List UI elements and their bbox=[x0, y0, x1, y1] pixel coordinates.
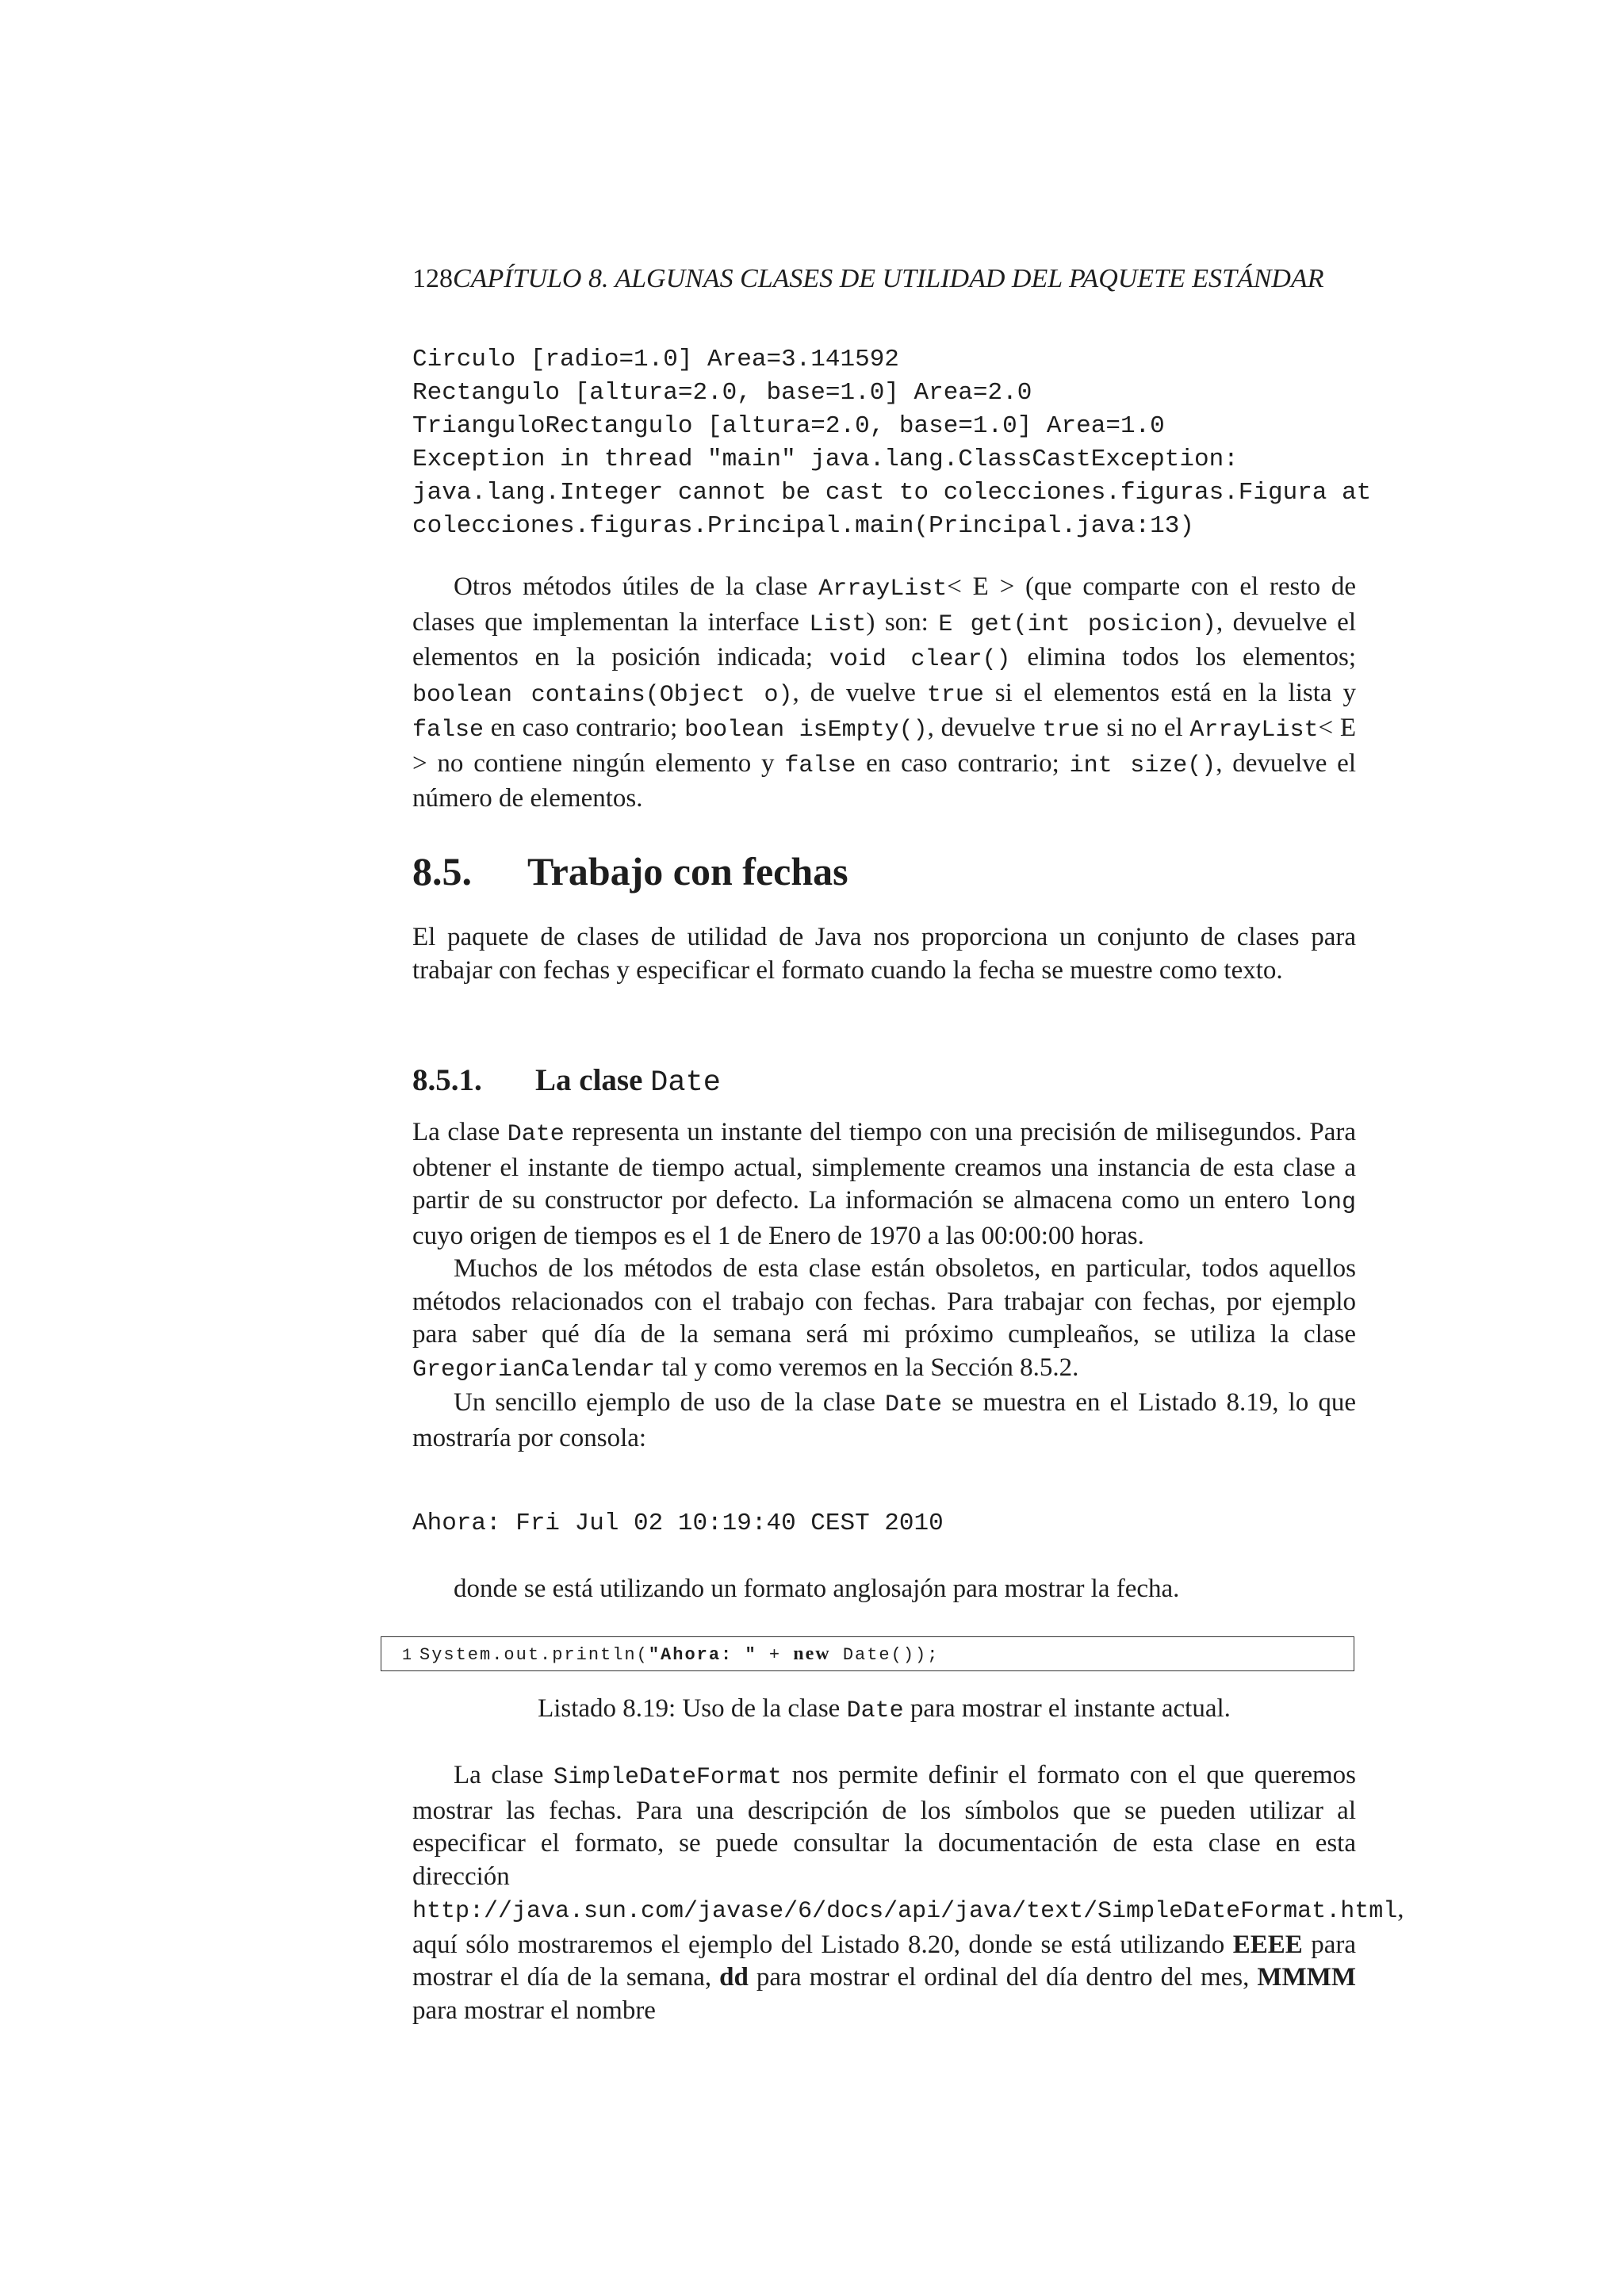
line-number: 1 bbox=[401, 1647, 413, 1665]
output-line: colecciones.figuras.Principal.main(Principal.java:13) bbox=[412, 512, 1194, 540]
output-line: TrianguloRectangulo [altura=2.0, base=1.0] Area=1.0 bbox=[412, 412, 1165, 440]
simpledateformat-paragraph: La clase SimpleDateFormat nos permite definir el formato con el que queremos mostrar las fechas. Para una descripción de los símbolos que se pueden utilizar al especificar el formato, se puede consultar la documentación de esta clase en esta dirección http://java.sun.com/javase/6/docs/api/java/text/SimpleDateFormat.html, aquí sólo mostraremos el ejemplo del Listado 8.20, donde se está utilizando EEEE para mostrar el día de la semana, dd para mostrar el ordinal del día dentro del mes, MMMM para mostrar el nombre bbox=[412, 1761, 1404, 2025]
subsection-heading: 8.5.1. La clase Date bbox=[412, 1063, 721, 1100]
section-heading bbox=[412, 848, 848, 894]
listing-caption: Listado 8.19: Uso de la clase Date para mostrar el instante actual. bbox=[538, 1694, 1231, 1724]
output-line: Circulo [radio=1.0] Area=3.141592 bbox=[412, 346, 899, 373]
chapter-title: CAPÍTULO 8. ALGUNAS CLASES DE UTILIDAD DEL PAQUETE ESTÁNDAR bbox=[453, 264, 1324, 293]
section-title: Trabajo con fechas bbox=[527, 849, 848, 894]
subsection-number: 8.5.1. bbox=[412, 1063, 482, 1097]
section-intro-paragraph: El paquete de clases de utilidad de Java nos proporciona un conjunto de clases para trabajar con fechas y especificar el formato cuando la fecha se muestre como texto. bbox=[412, 923, 1356, 985]
running-header bbox=[412, 264, 1323, 294]
program-output-block bbox=[412, 343, 1371, 543]
output-line: java.lang.Integer cannot be cast to colecciones.figuras.Figura at bbox=[412, 479, 1372, 507]
code-listing: 1 System.out.println("Ahora: " + new Date()); bbox=[381, 1636, 1354, 1671]
section-number: 8.5. bbox=[412, 849, 472, 894]
output-line: Exception in thread "main" java.lang.ClassCastException: bbox=[412, 446, 1239, 473]
console-output: Ahora: Fri Jul 02 10:19:40 CEST 2010 bbox=[412, 1510, 944, 1537]
date-class-paragraphs: La clase Date representa un instante del tiempo con una precisión de milisegundos. Para obtener el instante de tiempo actual, simplemente creamos una instancia de esta clase a partir de su constructor por defecto. La información se almacena como un entero long cuyo origen de tiempos es el 1 de Enero de 1970 a las 00:00:00 horas. Muchos de los métodos de esta clase están obsoletos, en particular, todos aquellos métodos relacionados con el trabajo con fechas. Para trabajar con fechas, por ejemplo para saber qué día de la semana será mi próximo cumpleaños, se utiliza la clase GregorianCalendar tal y como veremos en la Sección 8.5.2. Un sencillo ejemplo de uso de la clase Date se muestra en el Listado 8.19, lo que mostraría por consola: bbox=[412, 1118, 1356, 1452]
after-output-paragraph: donde se está utilizando un formato anglosajón para mostrar la fecha. bbox=[454, 1575, 1180, 1603]
arraylist-methods-paragraph: Otros métodos útiles de la clase ArrayList< E > (que comparte con el resto de clases que implementan la interface List) son: E get(int posicion), devuelve el elementos en la posición indicada; void clear() elimina todos los elementos; boolean contains(Object o), de vuelve true si el elementos está en la lista y false en caso contrario; boolean isEmpty(), devuelve true si no el ArrayList< E > no contiene ningún elemento y false en caso contrario; int size(), devuelve el número de elementos. bbox=[412, 572, 1356, 813]
documentation-url: http://java.sun.com/javase/6/docs/api/java/text/SimpleDateFormat.html bbox=[412, 1898, 1398, 1925]
output-line: Rectangulo [altura=2.0, base=1.0] Area=2.0 bbox=[412, 379, 1032, 407]
page-number: 128 bbox=[412, 264, 453, 293]
